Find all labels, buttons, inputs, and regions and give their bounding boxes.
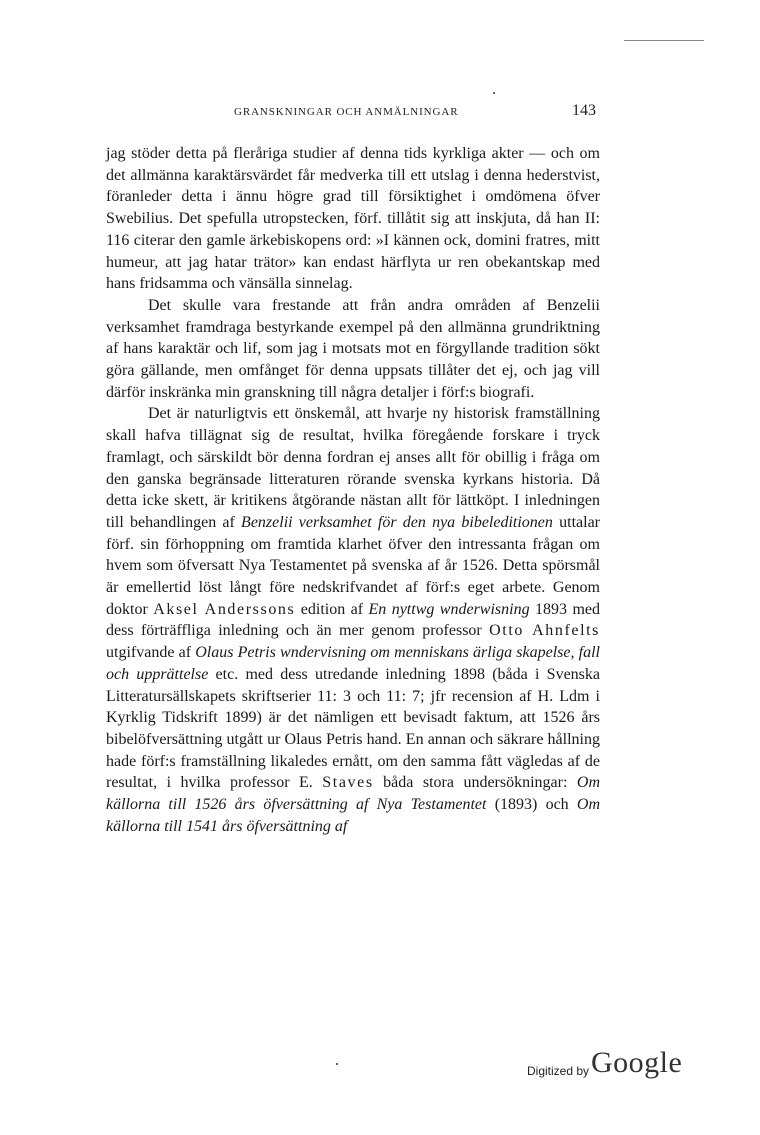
italic-title: Benzelii verksamhet för den nya bibeleditionen <box>241 513 553 531</box>
italic-title: En nyttwg wnderwisning <box>368 600 530 618</box>
text-run: uttalar förf. sin förhoppning om framtida klarhet öfver den intressanta frågan om hvem som öfversatt Nya Testamentet på svenska af år 1526. Detta spörsmål är emellertid löst långt före nedskrifvandet af förf:s eget arbete. Genom doktor <box>106 513 601 618</box>
text-run: 1893 med dess förträffliga inledning och än mer genom professor <box>106 600 600 640</box>
text-run: jag stöder detta på fleråriga studier af denna tids kyrkliga akter — och om det allmänna karaktärsvärdet får medverka till ett utslag i denna hederstvist, föranleder detta i ännu högre grad till försiktighet i omdömena öfver Swebilius. Det spefulla utropstecken, förf. tillåtit sig att inskjuta, då han II: 116 citerar den gamle ärkebiskopens ord: »I kännen ock, domini fratres, mitt humeur, att jag hatar trätor» kan endast härflyta ur ren obekantskap med hans fridsamma och vänsälla sinnelag. <box>106 145 600 293</box>
speck-mark <box>336 1063 338 1065</box>
italic-title: Om källorna till 1541 års öfversättning af <box>106 796 600 835</box>
running-head: GRANSKNINGAR OCH ANMÄLNINGAR <box>234 106 459 118</box>
brand-logo: Google <box>591 1046 683 1079</box>
text-run: edition af <box>295 600 369 618</box>
page-header <box>106 104 600 122</box>
spaced-name: Staves <box>322 774 374 792</box>
text-run: Det är naturligtvis ett önskemål, att hvarje ny historisk framställning skall hafva tillägnat sig de resultat, hvilka föregående forskare i tryck framlagt, och särskildt bör denna fordran ej anses allt för obillig i fråga om den ganska begränsade litteraturen rörande svenska kyrkans historia. Då detta icke skett, är kritikens åtgörande nästan allt för lättköpt. I inledningen till behandlingen af <box>106 405 600 531</box>
italic-title: Olaus Petris wndervisning om menniskans ärliga skapelse, fall och upprättelse <box>106 644 601 683</box>
paragraph <box>106 403 600 837</box>
top-edge-rule <box>624 40 704 41</box>
page-number: 143 <box>572 102 596 119</box>
text-run: båda stora undersökningar: <box>373 774 577 792</box>
text-run: Det skulle vara frestande att från andra områden af Benzelii verksamhet framdraga bestyrkande exempel på den allmänna grundriktning af hans karaktär och lif, som jag i motsats mot en förgyllande tradition sökt göra gällande, men omfånget för denna uppsats tillåter det ej, och jag vill därför inskränka min granskning till några detaljer i förf:s biografi. <box>106 296 600 401</box>
italic-title: Om källorna till 1526 års öfversättning af Nya Testamentet <box>106 774 601 814</box>
spaced-name: Otto Ahnfelts <box>489 622 601 640</box>
paragraph <box>106 295 600 404</box>
speck-mark <box>493 92 495 94</box>
digitized-label: Digitized by <box>527 1064 590 1078</box>
text-run: (1893) och <box>486 796 577 814</box>
spaced-name: Aksel Anderssons <box>153 600 296 618</box>
digitized-by-watermark <box>527 1046 707 1086</box>
text-run: etc. med dess utredande inledning 1898 (båda i Svenska Litteratursällskapets skriftserier 11: 3 och 11: 7; jfr recension af H. Ldm i Kyrklig Tidskrift 1899) är det nämligen ett bevisadt faktum, att 1526 års bibelöfversättning utgått ur Olaus Petris hand. En annan och säkrare hållning hade förf:s framställning likaledes ernått, om den samma fått vägledas af de resultat, i hvilka professor E. <box>106 665 600 792</box>
body-text <box>106 143 600 838</box>
paragraph <box>106 143 600 295</box>
text-run: utgifvande af <box>106 644 196 662</box>
